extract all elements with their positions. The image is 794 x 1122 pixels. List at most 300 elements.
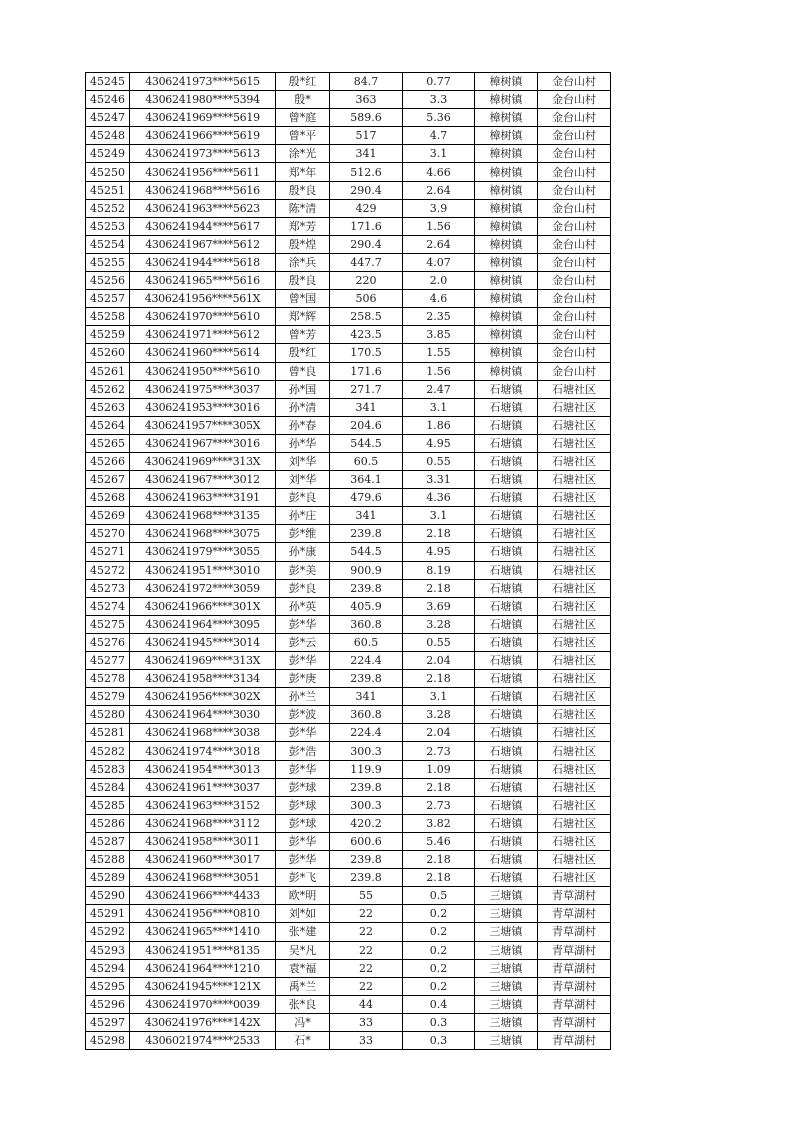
table-row (86, 633, 611, 651)
quantity-cell: 2.64 (403, 181, 475, 199)
amount-cell: 22 (330, 941, 403, 959)
quantity-cell: 2.18 (403, 670, 475, 688)
quantity-cell: 4.6 (403, 290, 475, 308)
town-cell: 樟树镇 (475, 163, 538, 181)
amount-cell: 363 (330, 91, 403, 109)
name-cell: 石* (276, 1031, 330, 1049)
table-row (86, 507, 611, 525)
table-body (86, 73, 611, 1050)
village-cell: 石塘社区 (538, 832, 611, 850)
quantity-cell: 3.28 (403, 706, 475, 724)
village-cell: 青草湖村 (538, 941, 611, 959)
id-number-cell: 4306241968****3051 (130, 869, 276, 887)
quantity-cell: 0.2 (403, 977, 475, 995)
table-row (86, 670, 611, 688)
row-number-cell: 45277 (86, 652, 130, 670)
amount-cell: 33 (330, 1013, 403, 1031)
quantity-cell: 2.0 (403, 272, 475, 290)
village-cell: 石塘社区 (538, 416, 611, 434)
id-number-cell: 4306241944****5617 (130, 217, 276, 235)
amount-cell: 170.5 (330, 344, 403, 362)
quantity-cell: 5.46 (403, 832, 475, 850)
town-cell: 石塘镇 (475, 452, 538, 470)
village-cell: 石塘社区 (538, 633, 611, 651)
row-number-cell: 45282 (86, 742, 130, 760)
name-cell: 殷* (276, 91, 330, 109)
amount-cell: 479.6 (330, 489, 403, 507)
table-row (86, 995, 611, 1013)
id-number-cell: 4306241966****4433 (130, 887, 276, 905)
id-number-cell: 4306241956****5611 (130, 163, 276, 181)
quantity-cell: 0.4 (403, 995, 475, 1013)
village-cell: 青草湖村 (538, 923, 611, 941)
quantity-cell: 0.55 (403, 633, 475, 651)
village-cell: 青草湖村 (538, 1031, 611, 1049)
table-row (86, 778, 611, 796)
village-cell: 石塘社区 (538, 561, 611, 579)
amount-cell: 60.5 (330, 452, 403, 470)
id-number-cell: 4306241969****313X (130, 652, 276, 670)
id-number-cell: 4306241979****3055 (130, 543, 276, 561)
data-table (85, 72, 611, 1050)
village-cell: 金台山村 (538, 308, 611, 326)
town-cell: 樟树镇 (475, 253, 538, 271)
id-number-cell: 4306241960****5614 (130, 344, 276, 362)
quantity-cell: 4.95 (403, 434, 475, 452)
table-row (86, 760, 611, 778)
id-number-cell: 4306241967****3016 (130, 434, 276, 452)
id-number-cell: 4306241972****3059 (130, 579, 276, 597)
amount-cell: 360.8 (330, 706, 403, 724)
table-row (86, 398, 611, 416)
table-row (86, 109, 611, 127)
row-number-cell: 45262 (86, 380, 130, 398)
name-cell: 曾*平 (276, 127, 330, 145)
id-number-cell: 4306241980****5394 (130, 91, 276, 109)
row-number-cell: 45272 (86, 561, 130, 579)
table-row (86, 652, 611, 670)
village-cell: 金台山村 (538, 73, 611, 91)
table-row (86, 959, 611, 977)
name-cell: 涂*光 (276, 145, 330, 163)
name-cell: 彭*良 (276, 579, 330, 597)
table-row (86, 163, 611, 181)
amount-cell: 360.8 (330, 615, 403, 633)
amount-cell: 341 (330, 145, 403, 163)
village-cell: 青草湖村 (538, 995, 611, 1013)
row-number-cell: 45273 (86, 579, 130, 597)
town-cell: 三塘镇 (475, 905, 538, 923)
amount-cell: 300.3 (330, 742, 403, 760)
table-row (86, 308, 611, 326)
village-cell: 石塘社区 (538, 452, 611, 470)
row-number-cell: 45289 (86, 869, 130, 887)
name-cell: 彭*华 (276, 851, 330, 869)
amount-cell: 239.8 (330, 579, 403, 597)
village-cell: 金台山村 (538, 362, 611, 380)
name-cell: 孙*清 (276, 398, 330, 416)
quantity-cell: 0.2 (403, 905, 475, 923)
id-number-cell: 4306241950****5610 (130, 362, 276, 380)
town-cell: 石塘镇 (475, 597, 538, 615)
town-cell: 三塘镇 (475, 977, 538, 995)
table-row (86, 416, 611, 434)
quantity-cell: 2.73 (403, 796, 475, 814)
table-row (86, 923, 611, 941)
town-cell: 樟树镇 (475, 127, 538, 145)
amount-cell: 171.6 (330, 362, 403, 380)
table-row (86, 272, 611, 290)
village-cell: 石塘社区 (538, 652, 611, 670)
table-row (86, 380, 611, 398)
name-cell: 彭*华 (276, 724, 330, 742)
id-number-cell: 4306241973****5615 (130, 73, 276, 91)
town-cell: 樟树镇 (475, 181, 538, 199)
name-cell: 禹*兰 (276, 977, 330, 995)
table-row (86, 73, 611, 91)
amount-cell: 447.7 (330, 253, 403, 271)
row-number-cell: 45260 (86, 344, 130, 362)
amount-cell: 544.5 (330, 434, 403, 452)
row-number-cell: 45292 (86, 923, 130, 941)
table-row (86, 887, 611, 905)
name-cell: 孙*兰 (276, 688, 330, 706)
town-cell: 樟树镇 (475, 326, 538, 344)
town-cell: 三塘镇 (475, 959, 538, 977)
quantity-cell: 4.07 (403, 253, 475, 271)
id-number-cell: 4306241965****1410 (130, 923, 276, 941)
town-cell: 石塘镇 (475, 633, 538, 651)
quantity-cell: 3.31 (403, 471, 475, 489)
town-cell: 樟树镇 (475, 308, 538, 326)
amount-cell: 517 (330, 127, 403, 145)
village-cell: 金台山村 (538, 181, 611, 199)
id-number-cell: 4306241944****5618 (130, 253, 276, 271)
table-row (86, 1031, 611, 1049)
name-cell: 郑*芳 (276, 217, 330, 235)
row-number-cell: 45298 (86, 1031, 130, 1049)
row-number-cell: 45254 (86, 235, 130, 253)
amount-cell: 224.4 (330, 724, 403, 742)
row-number-cell: 45297 (86, 1013, 130, 1031)
id-number-cell: 4306241963****5623 (130, 199, 276, 217)
town-cell: 石塘镇 (475, 832, 538, 850)
town-cell: 樟树镇 (475, 91, 538, 109)
village-cell: 金台山村 (538, 145, 611, 163)
village-cell: 青草湖村 (538, 887, 611, 905)
amount-cell: 33 (330, 1031, 403, 1049)
row-number-cell: 45246 (86, 91, 130, 109)
amount-cell: 341 (330, 398, 403, 416)
table-row (86, 344, 611, 362)
row-number-cell: 45291 (86, 905, 130, 923)
name-cell: 袁*福 (276, 959, 330, 977)
quantity-cell: 0.5 (403, 887, 475, 905)
name-cell: 彭*球 (276, 814, 330, 832)
id-number-cell: 4306241969****313X (130, 452, 276, 470)
town-cell: 石塘镇 (475, 434, 538, 452)
table-row (86, 217, 611, 235)
name-cell: 郑*辉 (276, 308, 330, 326)
row-number-cell: 45271 (86, 543, 130, 561)
id-number-cell: 4306241970****5610 (130, 308, 276, 326)
amount-cell: 220 (330, 272, 403, 290)
village-cell: 石塘社区 (538, 706, 611, 724)
table-row (86, 1013, 611, 1031)
row-number-cell: 45279 (86, 688, 130, 706)
row-number-cell: 45255 (86, 253, 130, 271)
id-number-cell: 4306241970****0039 (130, 995, 276, 1013)
amount-cell: 290.4 (330, 181, 403, 199)
village-cell: 石塘社区 (538, 543, 611, 561)
row-number-cell: 45251 (86, 181, 130, 199)
village-cell: 石塘社区 (538, 814, 611, 832)
id-number-cell: 4306241945****121X (130, 977, 276, 995)
row-number-cell: 45249 (86, 145, 130, 163)
town-cell: 三塘镇 (475, 887, 538, 905)
row-number-cell: 45295 (86, 977, 130, 995)
name-cell: 殷*良 (276, 272, 330, 290)
id-number-cell: 4306241968****5616 (130, 181, 276, 199)
quantity-cell: 1.09 (403, 760, 475, 778)
name-cell: 曾*良 (276, 362, 330, 380)
name-cell: 刘*如 (276, 905, 330, 923)
row-number-cell: 45253 (86, 217, 130, 235)
id-number-cell: 4306241965****5616 (130, 272, 276, 290)
name-cell: 彭*美 (276, 561, 330, 579)
amount-cell: 239.8 (330, 670, 403, 688)
id-number-cell: 4306241968****3135 (130, 507, 276, 525)
village-cell: 金台山村 (538, 253, 611, 271)
name-cell: 彭*维 (276, 525, 330, 543)
quantity-cell: 2.18 (403, 869, 475, 887)
row-number-cell: 45248 (86, 127, 130, 145)
row-number-cell: 45278 (86, 670, 130, 688)
row-number-cell: 45258 (86, 308, 130, 326)
id-number-cell: 4306241971****5612 (130, 326, 276, 344)
id-number-cell: 4306241964****3030 (130, 706, 276, 724)
village-cell: 金台山村 (538, 91, 611, 109)
village-cell: 石塘社区 (538, 760, 611, 778)
name-cell: 彭*云 (276, 633, 330, 651)
row-number-cell: 45270 (86, 525, 130, 543)
quantity-cell: 3.1 (403, 398, 475, 416)
town-cell: 三塘镇 (475, 995, 538, 1013)
table-row (86, 941, 611, 959)
name-cell: 欧*明 (276, 887, 330, 905)
quantity-cell: 4.66 (403, 163, 475, 181)
amount-cell: 119.9 (330, 760, 403, 778)
name-cell: 彭*华 (276, 832, 330, 850)
quantity-cell: 3.82 (403, 814, 475, 832)
town-cell: 樟树镇 (475, 362, 538, 380)
row-number-cell: 45280 (86, 706, 130, 724)
table-row (86, 452, 611, 470)
row-number-cell: 45294 (86, 959, 130, 977)
name-cell: 殷*煌 (276, 235, 330, 253)
village-cell: 石塘社区 (538, 507, 611, 525)
name-cell: 殷*红 (276, 344, 330, 362)
amount-cell: 171.6 (330, 217, 403, 235)
quantity-cell: 2.04 (403, 652, 475, 670)
id-number-cell: 4306241954****3013 (130, 760, 276, 778)
row-number-cell: 45281 (86, 724, 130, 742)
quantity-cell: 0.3 (403, 1013, 475, 1031)
table-row (86, 434, 611, 452)
amount-cell: 600.6 (330, 832, 403, 850)
quantity-cell: 3.3 (403, 91, 475, 109)
table-row (86, 977, 611, 995)
quantity-cell: 2.18 (403, 851, 475, 869)
quantity-cell: 2.64 (403, 235, 475, 253)
amount-cell: 22 (330, 959, 403, 977)
name-cell: 孙*春 (276, 416, 330, 434)
town-cell: 樟树镇 (475, 290, 538, 308)
row-number-cell: 45287 (86, 832, 130, 850)
town-cell: 石塘镇 (475, 796, 538, 814)
name-cell: 曾*庭 (276, 109, 330, 127)
town-cell: 石塘镇 (475, 724, 538, 742)
village-cell: 金台山村 (538, 326, 611, 344)
name-cell: 郑*年 (276, 163, 330, 181)
row-number-cell: 45288 (86, 851, 130, 869)
town-cell: 石塘镇 (475, 380, 538, 398)
row-number-cell: 45276 (86, 633, 130, 651)
row-number-cell: 45286 (86, 814, 130, 832)
village-cell: 石塘社区 (538, 869, 611, 887)
amount-cell: 22 (330, 923, 403, 941)
id-number-cell: 4306241951****8135 (130, 941, 276, 959)
name-cell: 张*良 (276, 995, 330, 1013)
village-cell: 石塘社区 (538, 724, 611, 742)
id-number-cell: 4306241958****3134 (130, 670, 276, 688)
quantity-cell: 3.9 (403, 199, 475, 217)
village-cell: 石塘社区 (538, 471, 611, 489)
amount-cell: 239.8 (330, 851, 403, 869)
village-cell: 金台山村 (538, 272, 611, 290)
table-row (86, 525, 611, 543)
village-cell: 石塘社区 (538, 597, 611, 615)
id-number-cell: 4306241974****3018 (130, 742, 276, 760)
id-number-cell: 4306241967****5612 (130, 235, 276, 253)
id-number-cell: 4306241956****302X (130, 688, 276, 706)
table-row (86, 471, 611, 489)
amount-cell: 22 (330, 977, 403, 995)
table-row (86, 127, 611, 145)
amount-cell: 44 (330, 995, 403, 1013)
table-row (86, 91, 611, 109)
table-row (86, 253, 611, 271)
village-cell: 金台山村 (538, 217, 611, 235)
table-row (86, 362, 611, 380)
town-cell: 樟树镇 (475, 235, 538, 253)
table-row (86, 869, 611, 887)
town-cell: 石塘镇 (475, 869, 538, 887)
amount-cell: 364.1 (330, 471, 403, 489)
amount-cell: 224.4 (330, 652, 403, 670)
town-cell: 石塘镇 (475, 760, 538, 778)
town-cell: 石塘镇 (475, 742, 538, 760)
table-row (86, 543, 611, 561)
table-row (86, 706, 611, 724)
row-number-cell: 45247 (86, 109, 130, 127)
name-cell: 彭*华 (276, 760, 330, 778)
village-cell: 金台山村 (538, 290, 611, 308)
town-cell: 石塘镇 (475, 851, 538, 869)
town-cell: 石塘镇 (475, 507, 538, 525)
village-cell: 金台山村 (538, 109, 611, 127)
table-row (86, 145, 611, 163)
row-number-cell: 45290 (86, 887, 130, 905)
id-number-cell: 4306241960****3017 (130, 851, 276, 869)
amount-cell: 405.9 (330, 597, 403, 615)
name-cell: 彭*良 (276, 489, 330, 507)
row-number-cell: 45250 (86, 163, 130, 181)
village-cell: 石塘社区 (538, 688, 611, 706)
quantity-cell: 8.19 (403, 561, 475, 579)
id-number-cell: 4306241956****0810 (130, 905, 276, 923)
row-number-cell: 45274 (86, 597, 130, 615)
village-cell: 青草湖村 (538, 905, 611, 923)
quantity-cell: 1.56 (403, 217, 475, 235)
name-cell: 涂*兵 (276, 253, 330, 271)
quantity-cell: 4.7 (403, 127, 475, 145)
table-row (86, 905, 611, 923)
town-cell: 樟树镇 (475, 344, 538, 362)
quantity-cell: 2.18 (403, 778, 475, 796)
name-cell: 曾*国 (276, 290, 330, 308)
town-cell: 石塘镇 (475, 652, 538, 670)
village-cell: 石塘社区 (538, 670, 611, 688)
village-cell: 石塘社区 (538, 742, 611, 760)
name-cell: 刘*华 (276, 471, 330, 489)
name-cell: 彭*华 (276, 615, 330, 633)
town-cell: 三塘镇 (475, 1013, 538, 1031)
village-cell: 金台山村 (538, 344, 611, 362)
quantity-cell: 0.77 (403, 73, 475, 91)
row-number-cell: 45259 (86, 326, 130, 344)
amount-cell: 429 (330, 199, 403, 217)
table-row (86, 561, 611, 579)
town-cell: 三塘镇 (475, 941, 538, 959)
amount-cell: 60.5 (330, 633, 403, 651)
row-number-cell: 45256 (86, 272, 130, 290)
amount-cell: 84.7 (330, 73, 403, 91)
row-number-cell: 45268 (86, 489, 130, 507)
amount-cell: 506 (330, 290, 403, 308)
name-cell: 彭*球 (276, 778, 330, 796)
table-row (86, 579, 611, 597)
quantity-cell: 1.86 (403, 416, 475, 434)
town-cell: 石塘镇 (475, 778, 538, 796)
village-cell: 石塘社区 (538, 615, 611, 633)
id-number-cell: 4306241958****3011 (130, 832, 276, 850)
town-cell: 石塘镇 (475, 471, 538, 489)
row-number-cell: 45252 (86, 199, 130, 217)
id-number-cell: 4306241967****3012 (130, 471, 276, 489)
quantity-cell: 3.1 (403, 145, 475, 163)
table-row (86, 597, 611, 615)
quantity-cell: 2.47 (403, 380, 475, 398)
table-row (86, 199, 611, 217)
village-cell: 石塘社区 (538, 778, 611, 796)
id-number-cell: 4306241964****3095 (130, 615, 276, 633)
quantity-cell: 3.1 (403, 507, 475, 525)
row-number-cell: 45285 (86, 796, 130, 814)
amount-cell: 341 (330, 507, 403, 525)
id-number-cell: 4306241968****3038 (130, 724, 276, 742)
row-number-cell: 45284 (86, 778, 130, 796)
